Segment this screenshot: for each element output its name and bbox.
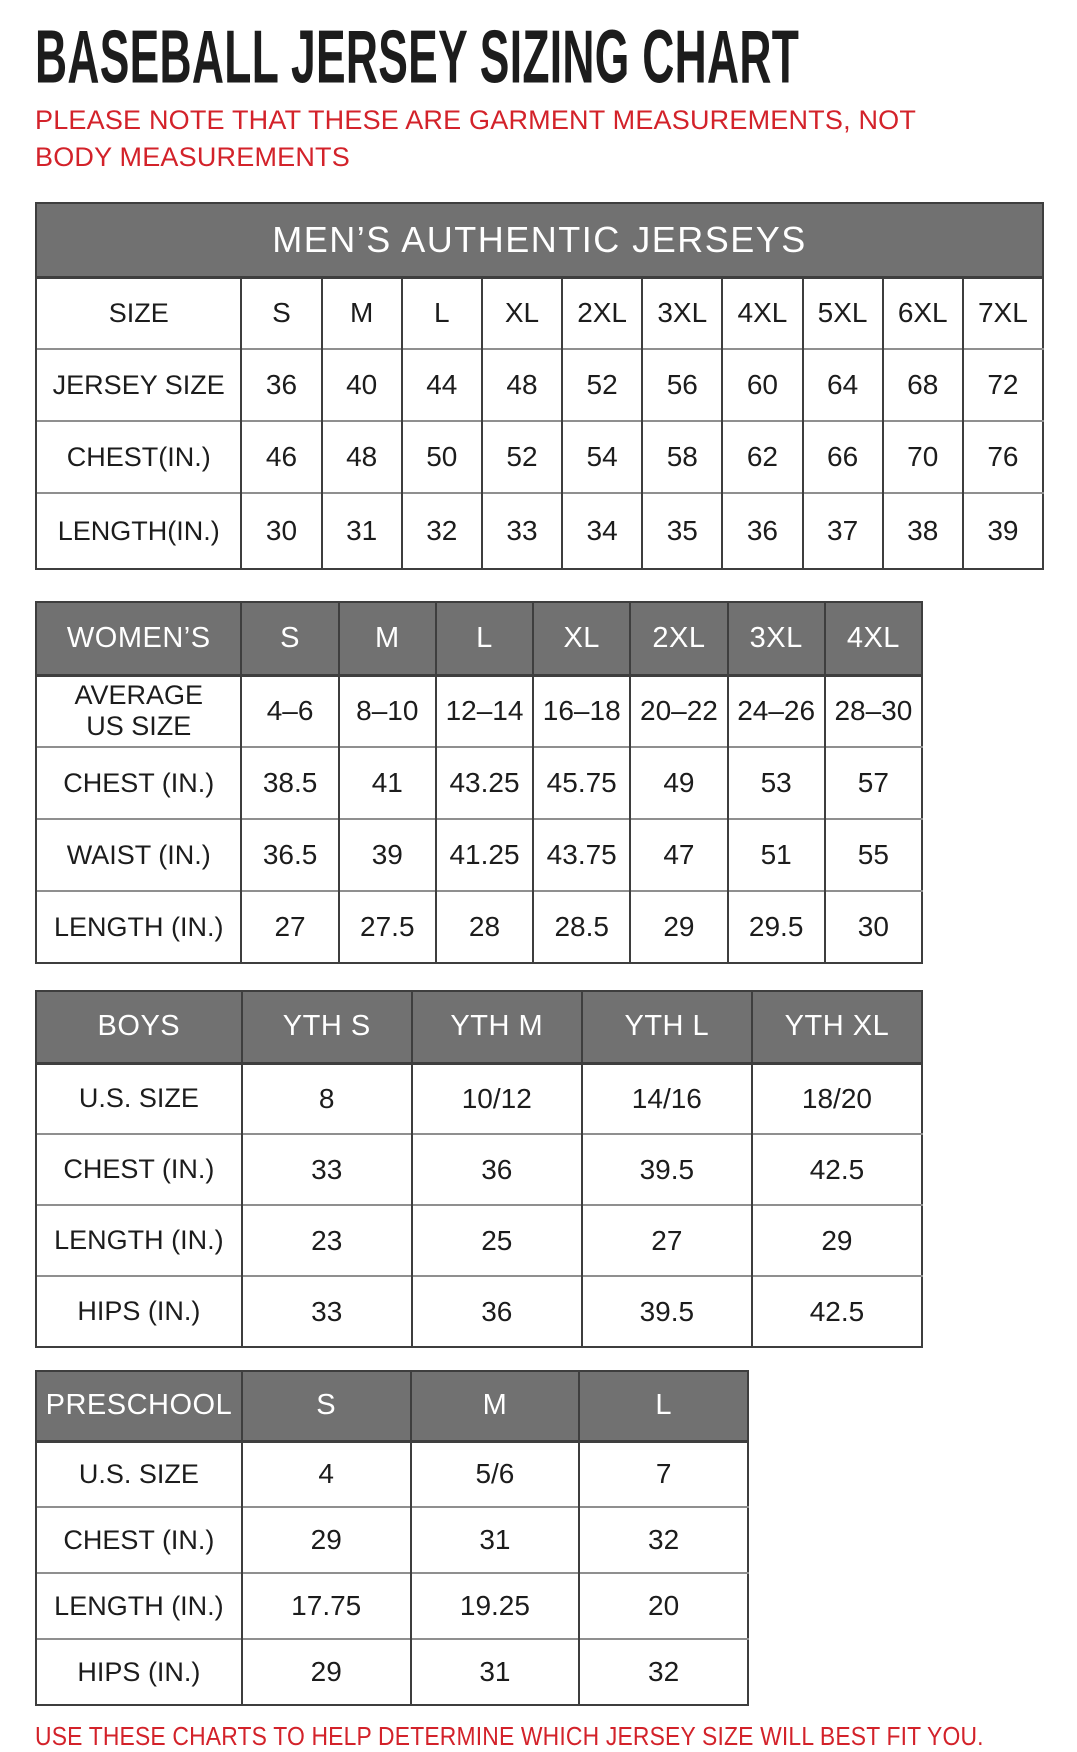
cell: 57	[825, 747, 922, 819]
cell: 27	[241, 891, 338, 963]
cell: 29	[752, 1205, 922, 1276]
cell: 48	[482, 349, 562, 421]
womens-chest-row	[36, 747, 922, 819]
col-header: S	[241, 602, 338, 675]
cell: 36.5	[241, 819, 338, 891]
table-title: BOYS	[36, 991, 242, 1063]
cell: 51	[728, 819, 825, 891]
cell: 33	[482, 493, 562, 569]
col-header: L	[436, 602, 533, 675]
cell: 30	[825, 891, 922, 963]
col-header: 2XL	[630, 602, 727, 675]
womens-sizing-table	[35, 601, 923, 964]
cell: 31	[411, 1507, 580, 1573]
row-label: CHEST (IN.)	[36, 1134, 242, 1205]
womens-waist-row	[36, 819, 922, 891]
mens-sizing-table	[35, 202, 1044, 570]
cell: 17.75	[242, 1573, 411, 1639]
row-label: CHEST(IN.)	[36, 421, 241, 493]
cell: 16–18	[533, 675, 630, 747]
preschool-header-row	[36, 1371, 748, 1441]
cell: 62	[722, 421, 802, 493]
boys-length-row	[36, 1205, 922, 1276]
cell: 29.5	[728, 891, 825, 963]
cell: 19.25	[411, 1573, 580, 1639]
col-header: YTH M	[412, 991, 582, 1063]
col-header: 3XL	[728, 602, 825, 675]
col-header: M	[322, 277, 402, 349]
row-label: CHEST (IN.)	[36, 1507, 242, 1573]
cell: 29	[630, 891, 727, 963]
cell: 47	[630, 819, 727, 891]
cell: 32	[402, 493, 482, 569]
cell: 38	[883, 493, 963, 569]
table-title: WOMEN’S	[36, 602, 241, 675]
cell: 12–14	[436, 675, 533, 747]
cell: 44	[402, 349, 482, 421]
cell: 39.5	[582, 1134, 752, 1205]
cell: 72	[963, 349, 1043, 421]
row-label: LENGTH (IN.)	[36, 1205, 242, 1276]
row-label: SIZE	[36, 277, 241, 349]
row-label: U.S. SIZE	[36, 1063, 242, 1134]
col-header: YTH XL	[752, 991, 922, 1063]
cell: 39	[963, 493, 1043, 569]
cell: 32	[579, 1507, 748, 1573]
row-label: CHEST (IN.)	[36, 747, 241, 819]
cell: 49	[630, 747, 727, 819]
cell: 60	[722, 349, 802, 421]
cell: 20	[579, 1573, 748, 1639]
footer-note: USE THESE CHARTS TO HELP DETERMINE WHICH JERSEY SIZE WILL BEST FIT YOU.	[35, 1721, 984, 1751]
cell: 8	[242, 1063, 412, 1134]
cell: 36	[241, 349, 321, 421]
mens-chest-row	[36, 421, 1043, 493]
womens-length-row	[36, 891, 922, 963]
cell: 42.5	[752, 1134, 922, 1205]
col-header: 5XL	[803, 277, 883, 349]
boys-hips-row	[36, 1276, 922, 1347]
col-header: XL	[533, 602, 630, 675]
cell: 32	[579, 1639, 748, 1705]
preschool-hips-row	[36, 1639, 748, 1705]
mens-length-row	[36, 493, 1043, 569]
cell: 38.5	[241, 747, 338, 819]
cell: 48	[322, 421, 402, 493]
cell: 31	[322, 493, 402, 569]
boys-sizing-table	[35, 990, 923, 1348]
cell: 27.5	[339, 891, 436, 963]
table-title: PRESCHOOL	[36, 1371, 242, 1441]
row-label: LENGTH(IN.)	[36, 493, 241, 569]
cell: 35	[642, 493, 722, 569]
cell: 66	[803, 421, 883, 493]
col-header: 2XL	[562, 277, 642, 349]
cell: 58	[642, 421, 722, 493]
cell: 45.75	[533, 747, 630, 819]
page-title-text: BASEBALL JERSEY SIZING CHART	[35, 14, 800, 99]
cell: 5/6	[411, 1441, 580, 1507]
cell: 20–22	[630, 675, 727, 747]
cell: 27	[582, 1205, 752, 1276]
col-header: 3XL	[642, 277, 722, 349]
cell: 10/12	[412, 1063, 582, 1134]
col-header: YTH L	[582, 991, 752, 1063]
cell: 41	[339, 747, 436, 819]
cell: 68	[883, 349, 963, 421]
row-label: HIPS (IN.)	[36, 1276, 242, 1347]
cell: 29	[242, 1507, 411, 1573]
col-header: YTH S	[242, 991, 412, 1063]
cell: 52	[482, 421, 562, 493]
cell: 4	[242, 1441, 411, 1507]
col-header: 6XL	[883, 277, 963, 349]
cell: 18/20	[752, 1063, 922, 1134]
cell: 39.5	[582, 1276, 752, 1347]
cell: 54	[562, 421, 642, 493]
page-title	[35, 14, 1042, 99]
cell: 46	[241, 421, 321, 493]
cell: 37	[803, 493, 883, 569]
cell: 23	[242, 1205, 412, 1276]
col-header: 7XL	[963, 277, 1043, 349]
preschool-sizing-table	[35, 1370, 749, 1706]
row-label: JERSEY SIZE	[36, 349, 241, 421]
mens-banner-row	[36, 203, 1043, 277]
boys-chest-row	[36, 1134, 922, 1205]
cell: 34	[562, 493, 642, 569]
col-header: 4XL	[722, 277, 802, 349]
preschool-us-size-row	[36, 1441, 748, 1507]
cell: 42.5	[752, 1276, 922, 1347]
cell: 33	[242, 1276, 412, 1347]
col-header: XL	[482, 277, 562, 349]
cell: 33	[242, 1134, 412, 1205]
cell: 14/16	[582, 1063, 752, 1134]
cell: 28.5	[533, 891, 630, 963]
cell: 24–26	[728, 675, 825, 747]
cell: 31	[411, 1639, 580, 1705]
cell: 41.25	[436, 819, 533, 891]
row-label: LENGTH (IN.)	[36, 891, 241, 963]
cell: 30	[241, 493, 321, 569]
cell: 76	[963, 421, 1043, 493]
cell: 7	[579, 1441, 748, 1507]
mens-table-banner: MEN’S AUTHENTIC JERSEYS	[36, 203, 1043, 277]
col-header: 4XL	[825, 602, 922, 675]
cell: 56	[642, 349, 722, 421]
col-header: S	[241, 277, 321, 349]
cell: 25	[412, 1205, 582, 1276]
row-label: WAIST (IN.)	[36, 819, 241, 891]
col-header: L	[579, 1371, 748, 1441]
cell: 43.75	[533, 819, 630, 891]
row-label: LENGTH (IN.)	[36, 1573, 242, 1639]
col-header: M	[411, 1371, 580, 1441]
col-header: L	[402, 277, 482, 349]
mens-size-header-row	[36, 277, 1043, 349]
cell: 55	[825, 819, 922, 891]
cell: 28	[436, 891, 533, 963]
womens-us-size-row	[36, 675, 922, 747]
cell: 53	[728, 747, 825, 819]
cell: 28–30	[825, 675, 922, 747]
cell: 8–10	[339, 675, 436, 747]
boys-us-size-row	[36, 1063, 922, 1134]
cell: 39	[339, 819, 436, 891]
womens-header-row	[36, 602, 922, 675]
garment-measurement-note: PLEASE NOTE THAT THESE ARE GARMENT MEASUREMENTS, NOT BODY MEASUREMENTS	[35, 105, 916, 172]
row-label: U.S. SIZE	[36, 1441, 242, 1507]
cell: 43.25	[436, 747, 533, 819]
cell: 52	[562, 349, 642, 421]
cell: 36	[722, 493, 802, 569]
cell: 50	[402, 421, 482, 493]
cell: 4–6	[241, 675, 338, 747]
mens-jersey-size-row	[36, 349, 1043, 421]
col-header: S	[242, 1371, 411, 1441]
boys-header-row	[36, 991, 922, 1063]
cell: 36	[412, 1134, 582, 1205]
cell: 64	[803, 349, 883, 421]
preschool-length-row	[36, 1573, 748, 1639]
preschool-chest-row	[36, 1507, 748, 1573]
cell: 70	[883, 421, 963, 493]
cell: 40	[322, 349, 402, 421]
cell: 29	[242, 1639, 411, 1705]
row-label: AVERAGE US SIZE	[36, 675, 241, 747]
col-header: M	[339, 602, 436, 675]
row-label: HIPS (IN.)	[36, 1639, 242, 1705]
cell: 36	[412, 1276, 582, 1347]
